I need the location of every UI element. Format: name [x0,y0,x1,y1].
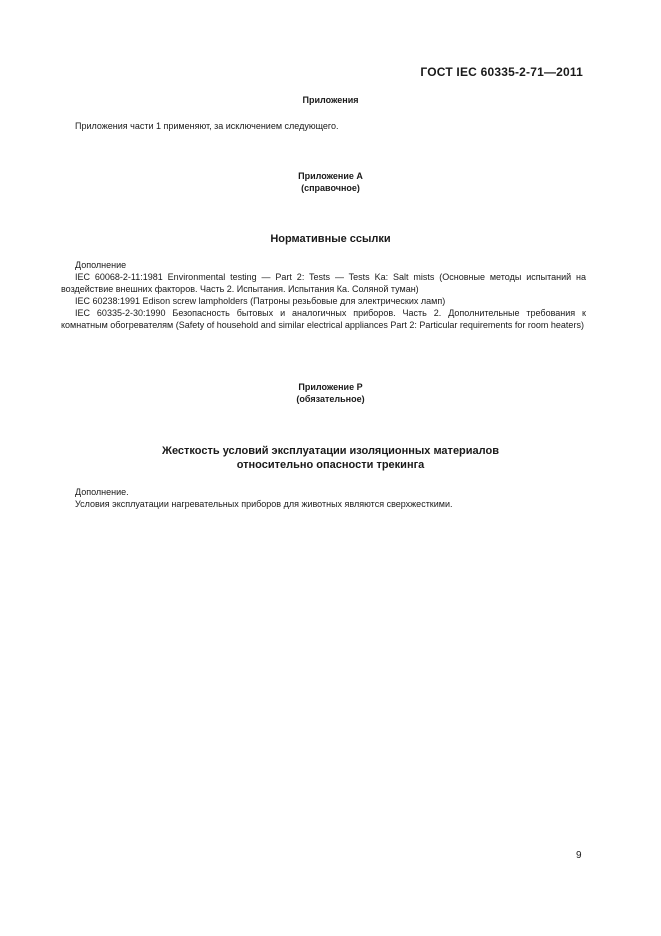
appendices-heading: Приложения [302,95,359,105]
reference-item: IEC 60068-2-11:1981 Environmental testing — Part 2: Tests — Tests Ka: Salt mists (Основные методы испытаний на воздействие внешних факторов. Часть 2. Испытания. Испытания Ка. Соляной туман) [61,272,586,294]
reference-item: IEC 60335-2-30:1990 Безопасность бытовых и аналогичных приборов. Часть 2. Дополнительные требования к комнатным обогревателям (Safety of household and similar electrical appliances Part 2: Particular requirements for room heaters) [61,308,586,330]
document-code-header: ГОСТ IEC 60335-2-71—2011 [420,65,583,79]
annex-a-intro: Дополнение [75,260,127,270]
annex-p-heading-line2: относительно опасности трекинга [236,459,425,471]
annex-a-status: (справочное) [301,183,360,193]
reference-item: IEC 60238:1991 Edison screw lampholders (Патроны резьбовые для электрических ламп) [75,296,446,306]
annex-a-title: Приложение А [298,171,363,181]
annex-p-heading-line1: Жесткость условий эксплуатации изоляционных материалов [162,445,499,457]
annex-p-status: (обязательное) [296,394,365,404]
annex-a-heading: Нормативные ссылки [270,233,391,245]
annex-p-title: Приложение Р [298,382,363,392]
page-number: 9 [576,850,582,861]
annex-a-references [61,259,586,331]
annex-p-text: Условия эксплуатации нагревательных приборов для животных являются сверхжесткими. [75,499,453,509]
annex-p-intro: Дополнение. [75,487,129,497]
appendices-text: Приложения части 1 применяют, за исключением следующего. [75,121,339,131]
